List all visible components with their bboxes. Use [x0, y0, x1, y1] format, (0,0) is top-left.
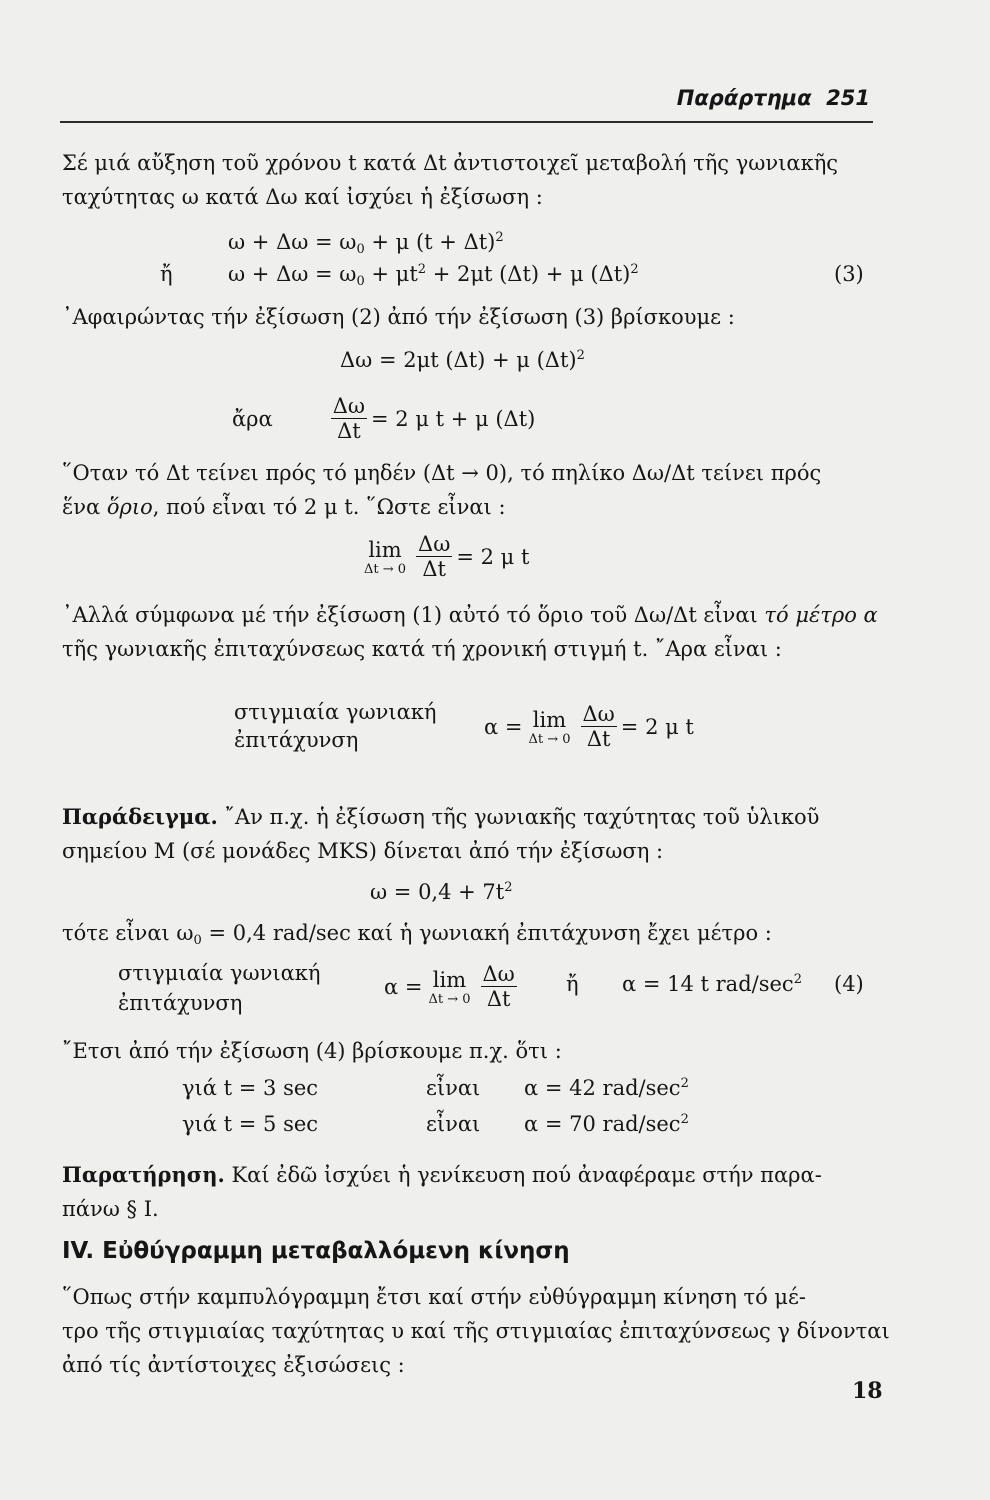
table-row-1-verb: εἶναι	[426, 1076, 481, 1100]
eq4-rhs: = 2 μ t + μ (Δt)	[371, 406, 536, 431]
eq2-mid: + μt	[364, 262, 418, 286]
note-text1: Καί ἐδῶ ἰσχύει ἡ γενίκευση πού ἀναφέραμε στήν παρα-	[224, 1163, 822, 1187]
example-line2: σημείου Μ (σέ μονάδες MKS) δίνεται ἀπό τήν ἐξίσωση :	[62, 839, 664, 863]
eq6-lim-text: lim	[532, 707, 567, 732]
eq8-rhs: α = 14 t rad/sec	[622, 972, 794, 996]
para6-line1: ῎Ετσι ἀπό τήν ἐξίσωση (4) βρίσκουμε π.χ. ὅτι :	[62, 1039, 562, 1063]
eq8-lim	[428, 967, 470, 1007]
table-row-2-verb: εἶναι	[426, 1112, 481, 1136]
eq6-num: Δω	[582, 702, 615, 726]
eq8-or: ἤ	[566, 972, 579, 996]
eq4-num: Δω	[332, 394, 366, 418]
para3-line2b: , πού εἶναι τό 2 μ t. ῞Ωστε εἶναι :	[152, 495, 506, 519]
para3-line2	[62, 490, 506, 524]
eq8-label	[118, 958, 320, 1018]
eq8-lim-text: lim	[432, 967, 467, 992]
header-title: Παράρτημα	[676, 86, 812, 110]
eq1-mid: + μ (t + Δt)	[364, 230, 496, 254]
eq6-lim	[528, 707, 570, 747]
signature-number: 18	[852, 1378, 883, 1404]
example-heading: Παράδειγμα.	[62, 804, 218, 829]
para3-line2a: ἕνα	[62, 495, 107, 519]
eq6-label1: στιγμιαία γωνιακή	[234, 700, 437, 724]
eq8-den: Δt	[486, 987, 511, 1011]
eq6-lim-sub: Δt → 0	[528, 731, 571, 747]
para5-a: τότε εἶναι ω	[62, 921, 194, 945]
eq8-lim-sub: Δt → 0	[428, 991, 471, 1007]
section-heading: IV. Εὐθύγραμμη μεταβαλλόμενη κίνηση	[62, 1238, 570, 1264]
example-line1	[62, 800, 819, 834]
example-text1: ῎Αν π.χ. ἡ ἐξίσωση τῆς γωνιακῆς ταχύτητας τοῦ ὑλικοῦ	[217, 805, 820, 829]
eq8-lhs: α =	[384, 974, 423, 999]
page-number: 251	[826, 86, 870, 110]
equation-4	[232, 394, 535, 443]
eq6-fraction	[581, 702, 617, 751]
eq6-lhs: α =	[484, 714, 523, 739]
eq5-lim-text: lim	[368, 537, 402, 562]
eq7-text: ω = 0,4 + 7t	[370, 880, 505, 904]
para5-b: = 0,4 rad/sec καί ἡ γωνιακή ἐπιτάχυνση ἔχει μέτρο :	[201, 921, 772, 945]
eq4-ara: ἄρα	[232, 406, 273, 431]
eq5-den: Δt	[422, 557, 446, 581]
para4-line2: τῆς γωνιακῆς ἐπιταχύνσεως κατά τή χρονική στιγμή t. ῎Αρα εἶναι :	[62, 637, 782, 661]
eq2-tail: + 2μt (Δt) + μ (Δt)	[426, 262, 631, 286]
para2-line1: ᾿Αφαιρώντας τήν ἐξίσωση (2) ἀπό τήν ἐξίσωση (3) βρίσκουμε :	[62, 305, 735, 329]
eq8-label2: ἐπιτάχυνση	[118, 991, 243, 1015]
eq5-lim-sub: Δt → 0	[364, 561, 407, 577]
eq3-text: Δω = 2μt (Δt) + μ (Δt)	[340, 348, 577, 372]
eq4-fraction	[331, 394, 367, 443]
para1-line2: ταχύτητας ω κατά Δω καί ἰσχύει ἡ ἐξίσωση :	[62, 185, 543, 209]
equation-label-4: (4)	[834, 972, 864, 996]
note-line2: πάνω § Ι.	[62, 1197, 159, 1221]
equation-2-or: ἤ	[160, 262, 173, 286]
note-heading: Παρατήρηση.	[62, 1162, 225, 1187]
table-row-1-res-text: α = 42 rad/sec	[524, 1076, 681, 1100]
equation-1: $\omega + \Delta\omega = \omega_0 + \mu$ $(t + \Delta t)^2$	[228, 230, 504, 257]
para5-line1: τότε εἶναι $\omega_0 = 0,4$ rad/sec καί ἡ γωνιακή ἐπιτάχυνση ἔχει μέτρο :	[62, 921, 772, 948]
para4-term: τό μέτρο α	[764, 603, 878, 627]
eq8-label1: στιγμιαία γωνιακή	[118, 961, 321, 985]
table-row-1-cond: γιά t = 3 sec	[182, 1076, 319, 1100]
eq6-rhs: = 2 μ t	[620, 714, 694, 739]
para7-line1: ῞Οπως στήν καμπυλόγραμμη ἔτσι καί στήν εὐθύγραμμη κίνηση τό μέ-	[62, 1285, 807, 1309]
table-row-2-res: α = 70 rad/$\sec^2$	[524, 1112, 689, 1136]
eq1-left: ω + Δω = ω	[228, 230, 357, 254]
eq6-den: Δt	[586, 727, 611, 751]
equation-3: Δω = 2μt (Δt) + μ $(\Delta t)^2$	[340, 348, 585, 372]
eq8-result: α = 14 t rad/$\sec^2$	[622, 972, 802, 996]
table-row-2-cond: γιά t = 5 sec	[182, 1112, 319, 1136]
para7-line3: ἀπό τίς ἀντίστοιχες ἐξισώσεις :	[62, 1353, 405, 1377]
eq5-lim	[364, 537, 406, 577]
equation-label-3: (3)	[834, 262, 864, 286]
para1-line1: Σέ μιά αὔξηση τοῦ χρόνου t κατά Δt ἀντιστοιχεῖ μεταβολή τῆς γωνιακῆς	[62, 151, 839, 175]
equation-5	[364, 532, 529, 581]
table-row-2-res-text: α = 70 rad/sec	[524, 1112, 681, 1136]
note-line1	[62, 1158, 822, 1192]
equation-7: $\omega = 0,4 + 7t^2$	[370, 880, 513, 904]
equation-8	[384, 962, 521, 1011]
para3-limit-term: ὅριο	[106, 495, 153, 519]
table-row-1-res: α = 42 rad/$\sec^2$	[524, 1076, 689, 1100]
eq6-label2: ἐπιτάχυνση	[234, 728, 359, 752]
para4-line1	[62, 598, 878, 632]
eq5-rhs: = 2 μ t	[456, 544, 530, 569]
para3-line1: ῞Οταν τό Δt τείνει πρός τό μηδέν (Δt → 0), τό πηλίκο Δω/Δt τείνει πρός	[62, 461, 822, 485]
eq2-left: ω + Δω = ω	[228, 262, 357, 286]
eq4-den: Δt	[337, 419, 361, 443]
equation-2: $\omega + \Delta\omega = \omega_0 + \mu t^2 + 2\mu t$ (Δt) + μ $(\Delta t)^2$	[228, 262, 639, 289]
eq5-fraction	[416, 532, 452, 581]
eq8-fraction	[481, 962, 517, 1011]
eq5-num: Δω	[418, 532, 451, 556]
header-rule	[60, 121, 873, 123]
para7-line2: τρο τῆς στιγμιαίας ταχύτητας υ καί τῆς στιγμιαίας ἐπιταχύνσεως γ δίνονται	[62, 1319, 890, 1343]
equation-6	[484, 702, 694, 751]
eq8-num: Δω	[482, 962, 515, 986]
running-header	[677, 86, 870, 110]
eq6-label	[234, 698, 436, 754]
para4-line1a: ᾿Αλλά σύμφωνα μέ τήν ἐξίσωση (1) αὐτό τό ὅριο τοῦ Δω/Δt εἶναι	[62, 603, 765, 627]
